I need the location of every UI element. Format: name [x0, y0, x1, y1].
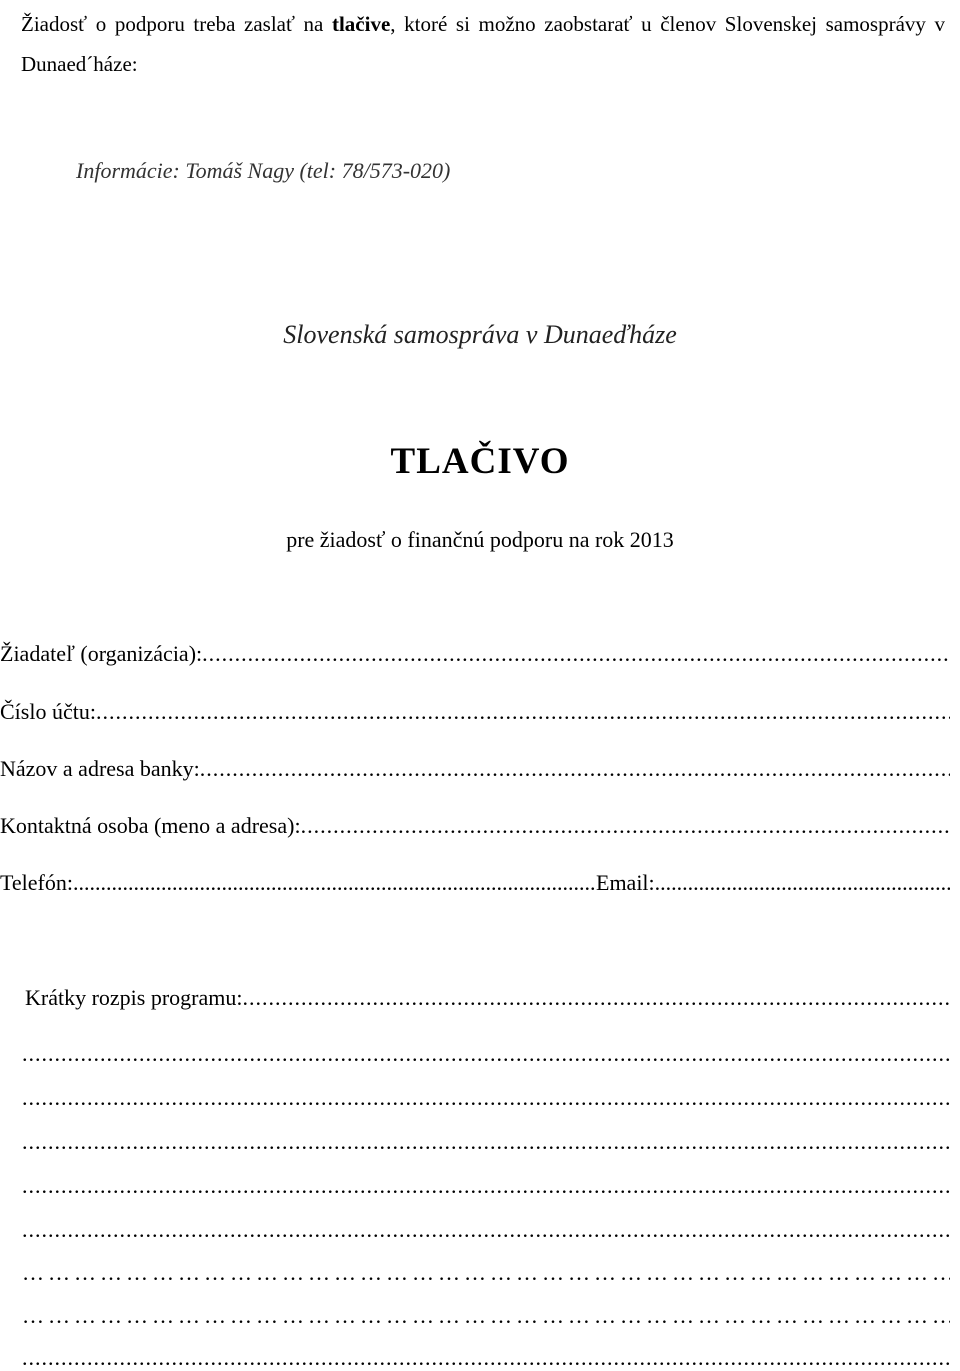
email-label: Email:: [596, 870, 655, 895]
program-line-4[interactable]: [22, 1173, 950, 1199]
email-field[interactable]: [596, 870, 950, 896]
phone-field[interactable]: [0, 870, 596, 896]
intro-text-end: , ktoré si možno zaobstarať u členov Slovenskej samosprávy v Dunaed´háze:: [21, 12, 945, 76]
applicant-field[interactable]: [0, 641, 950, 667]
program-line-5[interactable]: [22, 1217, 950, 1243]
program-line-2[interactable]: [22, 1085, 950, 1111]
intro-paragraph: [21, 4, 945, 84]
program-line-6[interactable]: [22, 1260, 950, 1286]
bank-field[interactable]: [0, 756, 950, 782]
intro-text-bold: tlačive: [331, 12, 391, 36]
bank-fill-line[interactable]: [200, 756, 950, 782]
phone-fill-line[interactable]: [73, 870, 596, 896]
contact-fill-line[interactable]: [301, 813, 950, 839]
applicant-label: Žiadateľ (organizácia):: [0, 641, 203, 666]
contact-info: Informácie: Tomáš Nagy (tel: 78/573-020): [76, 158, 451, 183]
email-fill-line[interactable]: [655, 870, 950, 896]
account-field[interactable]: [0, 699, 950, 725]
phone-label: Telefón:: [0, 870, 73, 895]
program-line-3[interactable]: [22, 1129, 950, 1155]
program-label: Krátky rozpis programu:: [25, 985, 243, 1010]
organization-title: Slovenská samospráva v Dunaeďháze: [283, 320, 677, 349]
account-fill-line[interactable]: [96, 699, 950, 725]
account-label: Číslo účtu:: [0, 699, 96, 724]
phone-email-row: [0, 870, 950, 896]
form-subtitle: pre žiadosť o finančnú podporu na rok 2013: [286, 527, 674, 552]
contact-label: Kontaktná osoba (meno a adresa):: [0, 813, 301, 838]
contact-field[interactable]: [0, 813, 950, 839]
program-field[interactable]: [25, 985, 950, 1011]
bank-label: Názov a adresa banky:: [0, 756, 200, 781]
program-fill-line[interactable]: [243, 985, 951, 1011]
program-line-7[interactable]: [22, 1303, 950, 1329]
program-line-1[interactable]: [22, 1041, 950, 1067]
applicant-fill-line[interactable]: [202, 641, 950, 667]
program-line-8[interactable]: [22, 1345, 950, 1371]
intro-text-start: Žiadosť o podporu treba zaslať na: [21, 12, 332, 36]
form-title: TLAČIVO: [390, 441, 570, 482]
